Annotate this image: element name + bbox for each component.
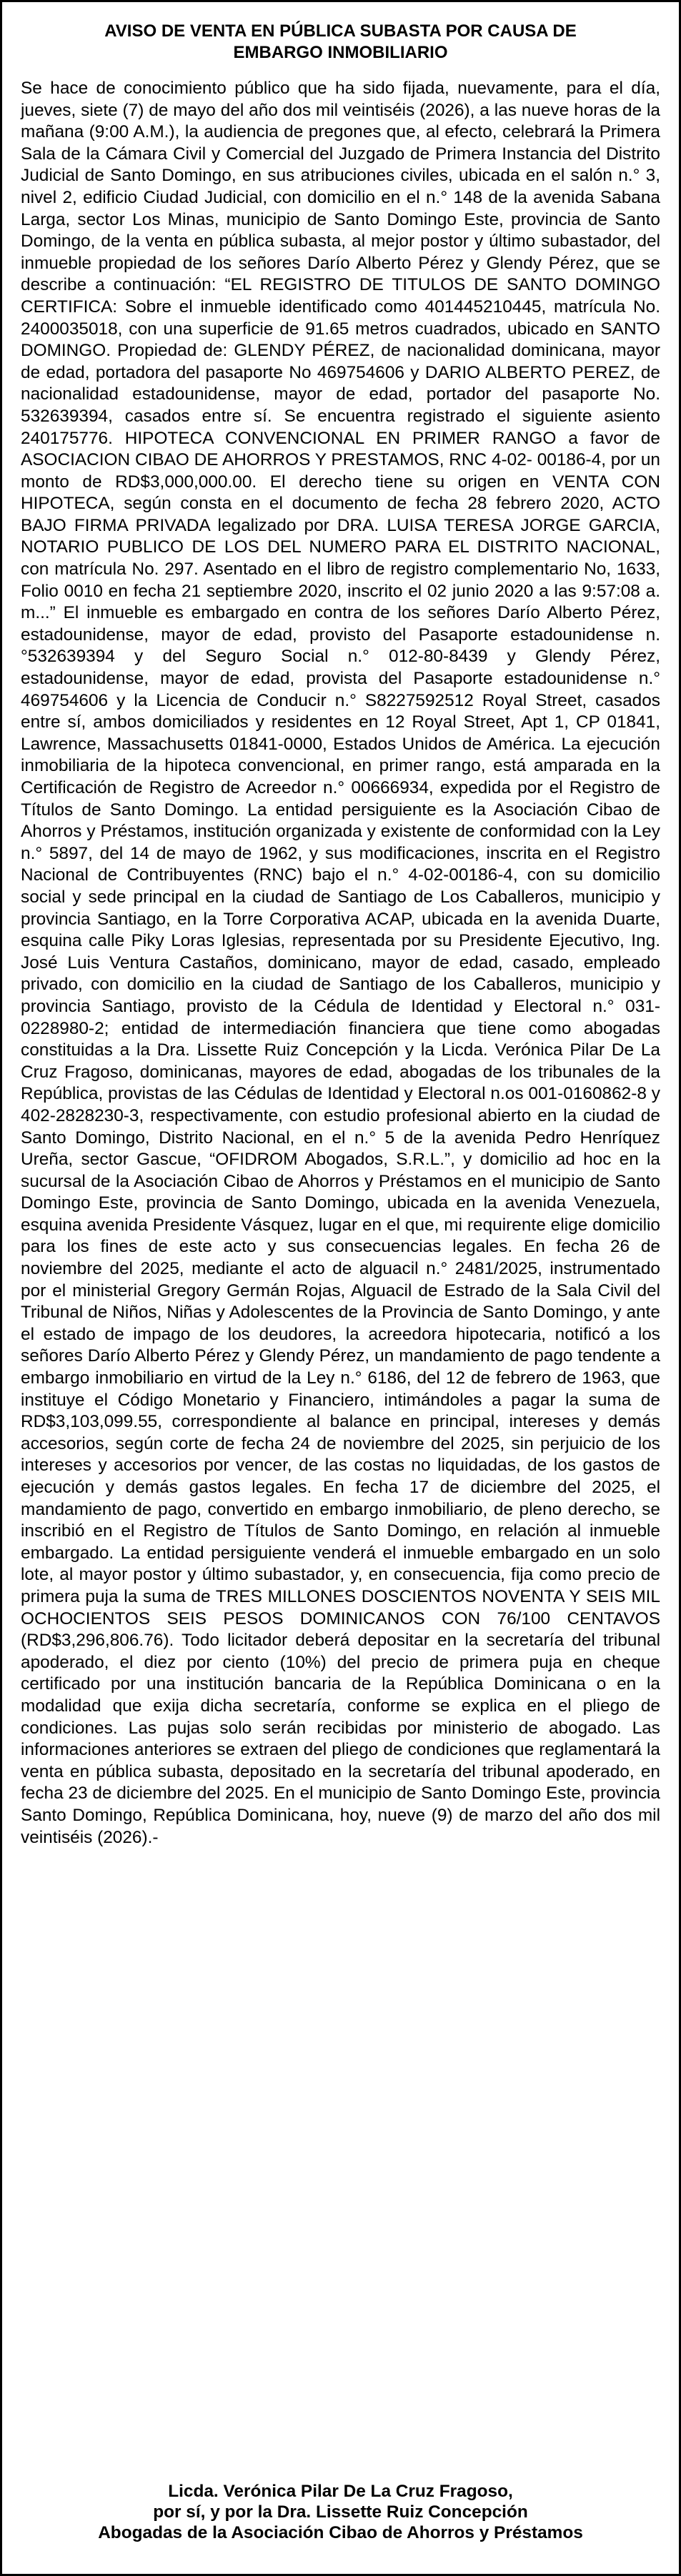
notice-body-paragraph: Se hace de conocimiento público que ha sido fijada, nuevamente, para el día, jueves, siete (7) de mayo del año dos mil veintiséis (2026), a las nueve horas de la mañana (9:00 A.M.), la audiencia de pregones que, al efecto, celebrará la Primera Sala de la Cámara Civil y Comercial del Juzgado de Primera Instancia del Distrito Judicial de Santo Domingo, en sus atribuciones civiles, ubicada en el salón n.° 3, nivel 2, edificio Ciudad Judicial, con domicilio en el n.° 148 de la avenida Sabana Larga, sector Los Minas, municipio de Santo Domingo Este, provincia de Santo Domingo, de la venta en pública subasta, al mejor postor y último subastador, del inmueble propiedad de los señores Darío Alberto Pérez y Glendy Pérez, que se describe a continuación: “EL REGISTRO DE TITULOS DE SANTO DOMINGO CERTIFICA: Sobre el inmueble identificado como 401445210445, matrícula No. 2400035018, con una superficie de 91.65 metros cuadrados, ubicado en SANTO DOMINGO. Propiedad de: GLENDY PÉREZ, de nacionalidad dominicana, mayor de edad, portadora del pasaporte No 469754606 y DARIO ALBERTO PEREZ, de nacionalidad estadounidense, mayor de edad, portador del pasaporte No. 532639394, casados entre sí. Se encuentra registrado el siguiente asiento 240175776. HIPOTECA CONVENCIONAL EN PRIMER RANGO a favor de ASOCIACION CIBAO DE AHORROS Y PRESTAMOS, RNC 4-02- 00186-4, por un monto de RD$3,000,000.00. El derecho tiene su origen en VENTA CON HIPOTECA, según consta en el documento de fecha 28 febrero 2020, ACTO BAJO FIRMA PRIVADA legalizado por DRA. LUISA TERESA JORGE GARCIA, NOTARIO PUBLICO DE LOS DEL NUMERO PARA EL DISTRITO NACIONAL, con matrícula No. 297. Asentado en el libro de registro complementario No, 1633, Folio 0010 en fecha 21 septiembre 2020, inscrito el 02 junio 2020 a las 9:57:08 a. m...” El inmueble es embargado en contra de los señores Darío Alberto Pérez, estadounidense, mayor de edad, provisto del Pasaporte estadounidense n.°532639394 y del Seguro Social n.° 012-80-8439 y Glendy Pérez, estadounidense, mayor de edad, provista del Pasaporte estadounidense n.° 469754606 y la Licencia de Conducir n.° S8227592512 Royal Street, casados entre sí, ambos domiciliados y residentes en 12 Royal Street, Apt 1, CP 01841, Lawrence, Massachusetts 01841-0000, Estados Unidos de América. La ejecución inmobiliaria de la hipoteca convencional, en primer rango, está amparada en la Certificación de Registro de Acreedor n.° 00666934, expedida por el Registro de Títulos de Santo Domingo. La entidad persiguiente es la Asociación Cibao de Ahorros y Préstamos, institución organizada y existente de conformidad con la Ley n.° 5897, del 14 de mayo de 1962, y sus modificaciones, inscrita en el Registro Nacional de Contribuyentes (RNC) bajo el n.° 4-02-00186-4, con su domicilio social y sede principal en la ciudad de Santiago de Los Caballeros, municipio y provincia Santiago, en la Torre Corporativa ACAP, ubicada en la avenida Duarte, esquina calle Piky Loras Iglesias, representada por su Presidente Ejecutivo, Ing. José Luis Ventura Castaños, dominicano, mayor de edad, casado, empleado privado, con domicilio en la ciudad de Santiago de los Caballeros, municipio y provincia Santiago, provisto de la Cédula de Identidad y Electoral n.° 031-0228980-2; entidad de intermediación financiera que tiene como abogadas constituidas a la Dra. Lissette Ruiz Concepción y la Licda. Verónica Pilar De La Cruz Fragoso, dominicanas, mayores de edad, abogadas de los tribunales de la República, provistas de las Cédulas de Identidad y Electoral n.os 001-0160862-8 y 402-2828230-3, respectivamente, con estudio profesional abierto en la ciudad de Santo Domingo, Distrito Nacional, en el n.° 5 de la avenida Pedro Henríquez Ureña, sector Gascue, “OFIDROM Abogados, S.R.L.”, y domicilio ad hoc en la sucursal de la Asociación Cibao de Ahorros y Préstamos en el municipio de Santo Domingo Este, provincia de Santo Domingo, ubicada en la avenida Venezuela, esquina avenida Presidente Vásquez, lugar en el que, mi requirente elige domicilio para los fines de este acto y sus consecuencias legales. En fecha 26 de noviembre del 2025, mediante el acto de alguacil n.° 2481/2025, instrumentado por el ministerial Gregory Germán Rojas, Alguacil de Estrado de la Sala Civil del Tribunal de Niños, Niñas y Adolescentes de la Provincia de Santo Domingo, y ante el estado de impago de los deudores, la acreedora hipotecaria, notificó a los señores Darío Alberto Pérez y Glendy Pérez, un mandamiento de pago tendente a embargo inmobiliario en virtud de la Ley n.° 6186, del 12 de febrero de 1963, que instituye el Código Monetario y Financiero, intimándoles a pagar la suma de RD$3,103,099.55, correspondiente al balance en principal, intereses y demás accesorios, según corte de fecha 24 de noviembre del 2025, sin perjuicio de los intereses y accesorios por vencer, de las costas no liquidadas, de los gastos de ejecución y demás gastos legales. En fecha 17 de diciembre del 2025, el mandamiento de pago, convertido en embargo inmobiliario, de pleno derecho, se inscribió en el Registro de Títulos de Santo Domingo, en relación al inmueble embargado. La entidad persiguiente venderá el inmueble embargado en un solo lote, al mayor postor y último subastador, y, en consecuencia, fija como precio de primera puja la suma de TRES MILLONES DOSCIENTOS NOVENTA Y SEIS MIL OCHOCIENTOS SEIS PESOS DOMINICANOS CON 76/100 CENTAVOS (RD$3,296,806.76). Todo licitador deberá depositar en la secretaría del tribunal apoderado, el diez por ciento (10%) del precio de primera puja en cheque certificado por una institución bancaria de la República Dominicana o en la modalidad que exija dicha secretaría, conforme se explica en el pliego de condiciones. Las pujas solo serán recibidas por ministerio de abogado. Las informaciones anteriores se extraen del pliego de condiciones que reglamentará la venta en pública subasta, depositado en la secretaría del tribunal apoderado, en fecha 23 de diciembre del 2025. En el municipio de Santo Domingo Este, provincia Santo Domingo, República Dominicana, hoy, nueve (9) de marzo del año dos mil veintiséis (2026).- — [21, 79, 660, 1847]
signature-line-2: por sí, y por la Dra. Lissette Ruiz Concepción — [153, 2502, 528, 2522]
notice-body — [21, 78, 660, 1849]
signature-block — [21, 2481, 660, 2543]
signature-line-3: Abogadas de la Asociación Cibao de Ahorros y Préstamos — [98, 2523, 583, 2542]
signature-line-1: Licda. Verónica Pilar De La Cruz Fragoso, — [168, 2482, 513, 2501]
notice-title: AVISO DE VENTA EN PÚBLICA SUBASTA POR CAUSA DE EMBARGO INMOBILIARIO — [104, 21, 577, 62]
